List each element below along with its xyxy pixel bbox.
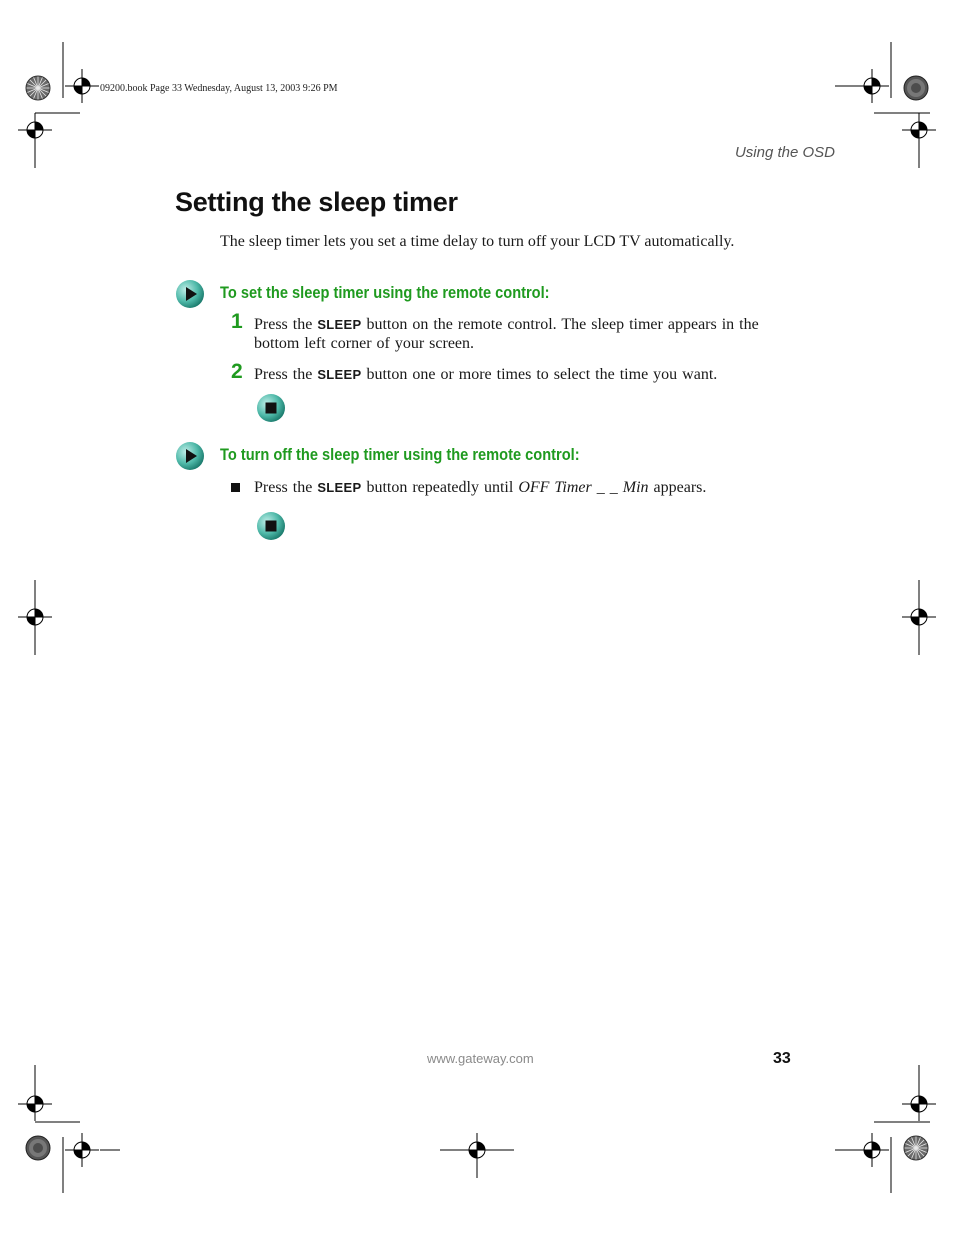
bullet-marker: [231, 483, 240, 492]
sleep-key-label: SLEEP: [317, 367, 362, 382]
step-text: Press the SLEEP button one or more times to select the time you want.: [254, 366, 718, 383]
procedure-arrow-icon: [175, 279, 205, 309]
intro-paragraph: The sleep timer lets you set a time delay to turn off your LCD TV automatically.: [220, 233, 735, 250]
sleep-key-label: SLEEP: [317, 317, 362, 332]
step-number: 2: [231, 360, 243, 383]
running-head: Using the OSD: [734, 144, 835, 161]
page-title: Setting the sleep timer: [175, 187, 458, 217]
footer-url: www.gateway.com: [427, 1051, 534, 1066]
procedure-title-turn-off-timer: To turn off the sleep timer using the remote control:: [220, 445, 580, 464]
sleep-key-label: SLEEP: [317, 480, 362, 495]
bullet-text: Press the SLEEP button repeatedly until OFF Timer _ _ Min appears.: [254, 479, 707, 496]
procedure-title-set-timer: To set the sleep timer using the remote control:: [220, 283, 550, 302]
print-slug: 09200.book Page 33 Wednesday, August 13, 2003 9:26 PM: [100, 83, 338, 94]
step-number: 1: [231, 310, 243, 333]
off-timer-message: OFF Timer _ _ Min: [518, 479, 649, 496]
step-text: Press the SLEEP button on the remote control. The sleep timer appears in the bottom left corner of your screen.: [254, 316, 759, 352]
procedure-arrow-icon: [175, 441, 205, 471]
procedure-end-icon: [256, 511, 286, 541]
procedure-end-icon: [256, 393, 286, 423]
page-number: 33: [773, 1050, 791, 1067]
